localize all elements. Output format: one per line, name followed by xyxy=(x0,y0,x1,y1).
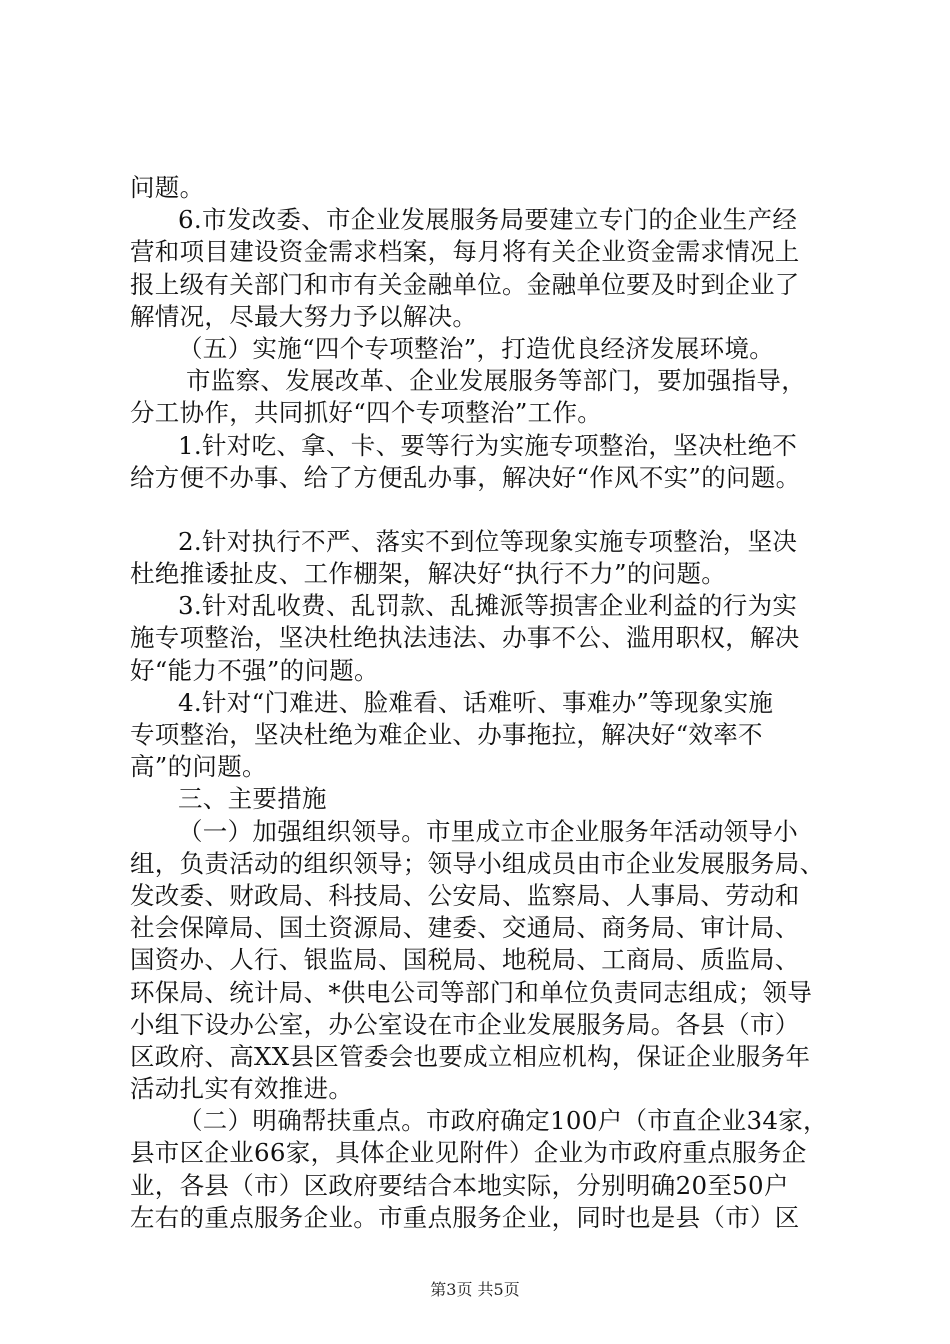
text-line: 施专项整治，坚决杜绝执法违法、办事不公、滥用职权，解决 xyxy=(130,623,800,653)
text-line: 业，各县（市）区政府要结合本地实际，分别明确20至50户 xyxy=(130,1170,789,1200)
text-line: 解情况，尽最大努力予以解决。 xyxy=(130,301,478,331)
text-line: 市监察、发展改革、企业发展服务等部门，要加强指导， xyxy=(186,366,806,396)
text-line: 杜绝推诿扯皮、工作棚架，解决好“执行不力”的问题。 xyxy=(130,559,727,589)
text-line: 国资办、人行、银监局、国税局、地税局、工商局、质监局、 xyxy=(130,945,800,975)
text-line: 好“能力不强”的问题。 xyxy=(130,655,379,685)
text-line: 发改委、财政局、科技局、公安局、监察局、人事局、劳动和 xyxy=(130,880,800,910)
page-number-footer: 第3页 共5页 xyxy=(430,1280,520,1299)
text-line: 环保局、统计局、*供电公司等部门和单位负责同志组成；领导 xyxy=(130,977,813,1007)
text-line: 区政府、高XX县区管委会也要成立相应机构，保证企业服务年 xyxy=(130,1041,811,1071)
text-line: 专项整治，坚决杜绝为难企业、办事拖拉，解决好“效率不 xyxy=(130,720,763,749)
text-line: 营和项目建设资金需求档案，每月将有关企业资金需求情况上 xyxy=(130,237,800,267)
text-line: 6.市发改委、市企业发展服务局要建立专门的企业生产经 xyxy=(178,205,798,235)
text-line: 组，负责活动的组织领导；领导小组成员由市企业发展服务局、 xyxy=(130,848,825,878)
section-heading: 三、主要措施 xyxy=(178,784,327,814)
text-line: 县市区企业66家，具体企业见附件）企业为市政府重点服务企 xyxy=(130,1138,807,1168)
text-line: 3.针对乱收费、乱罚款、乱摊派等损害企业利益的行为实 xyxy=(178,591,798,621)
section-heading: （五）实施“四个专项整治”，打造优良经济发展环境。 xyxy=(178,333,775,363)
text-line: 报上级有关部门和市有关金融单位。金融单位要及时到企业了 xyxy=(130,269,800,299)
text-line: 4.针对“门难进、脸难看、话难听、事难办”等现象实施 xyxy=(178,687,774,717)
text-line: 2.针对执行不严、落实不到位等现象实施专项整治，坚决 xyxy=(178,526,798,556)
text-line: （一）加强组织领导。市里成立市企业服务年活动领导小 xyxy=(178,816,798,846)
text-line: 给方便不办事、给了方便乱办事，解决好“作风不实”的问题。 xyxy=(130,462,801,492)
text-line: （二）明确帮扶重点。市政府确定100户（市直企业34家， xyxy=(178,1106,828,1136)
text-line: 问题。 xyxy=(130,173,205,202)
text-line: 小组下设办公室，办公室设在市企业发展服务局。各县（市） xyxy=(130,1009,800,1039)
text-line: 高”的问题。 xyxy=(130,752,267,782)
text-line: 1.针对吃、拿、卡、要等行为实施专项整治，坚决杜绝不 xyxy=(178,430,798,460)
text-line: 分工协作，共同抓好“四个专项整治”工作。 xyxy=(130,398,603,428)
paragraph-gap xyxy=(130,494,830,526)
text-line: 左右的重点服务企业。市重点服务企业，同时也是县（市）区 xyxy=(130,1202,800,1232)
text-line: 活动扎实有效推进。 xyxy=(130,1074,354,1104)
document-body xyxy=(130,172,830,1234)
text-line: 社会保障局、国土资源局、建委、交通局、商务局、审计局、 xyxy=(130,913,800,943)
